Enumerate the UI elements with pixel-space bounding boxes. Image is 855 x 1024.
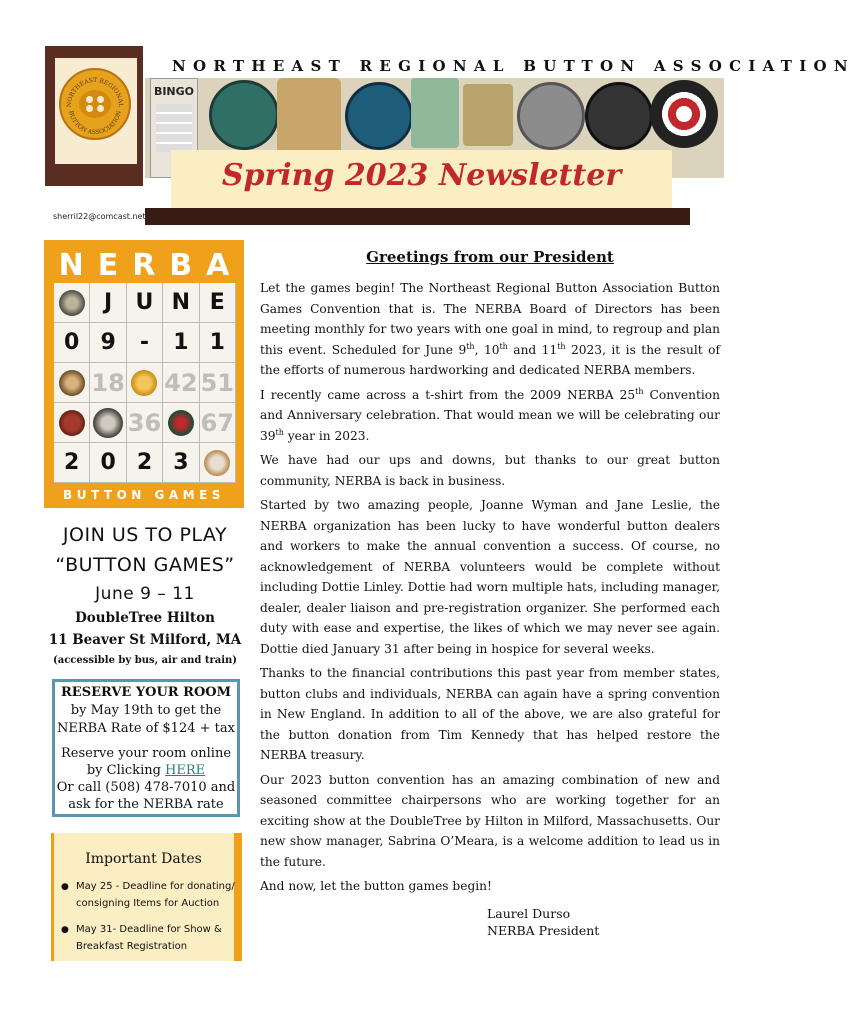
article-body: [260, 278, 720, 901]
bingo-cell: 1: [200, 323, 236, 363]
important-dates-title: Important Dates: [85, 851, 202, 867]
article-title: Greetings from our President: [366, 248, 614, 266]
bingo-cell: 1: [163, 323, 199, 363]
reserve-line: Reserve your room online: [60, 746, 232, 761]
bingo-cell: [90, 403, 126, 443]
bingo-cell: 9: [90, 323, 126, 363]
reserve-rate: NERBA Rate of $124 + tax: [57, 721, 235, 736]
bingo-card-title: NERBA: [58, 248, 244, 283]
organization-name: NORTHEAST REGIONAL BUTTON ASSOCIATION: [172, 57, 855, 75]
hotel-address: 11 Beaver St Milford, MA: [48, 632, 242, 648]
bingo-cell: [127, 363, 163, 403]
bingo-cell: [200, 443, 236, 483]
bingo-cell: -: [127, 323, 163, 363]
reserve-link-prefix: by Clicking: [86, 763, 166, 778]
signature-title: NERBA President: [487, 923, 600, 938]
button-image-grey: [517, 82, 585, 150]
bingo-cell: [54, 363, 90, 403]
date-item-line: May 31- Deadline for Show &: [76, 924, 222, 935]
bingo-cell: U: [127, 283, 163, 323]
bingo-cell: 51: [200, 363, 236, 403]
reserve-line: by May 19th to get the: [70, 703, 222, 718]
button-image-target: [650, 80, 718, 148]
bingo-cell: 2: [54, 443, 90, 483]
access-note: (accessible by bus, air and train): [52, 655, 237, 666]
article-paragraph: And now, let the button games begin!: [260, 879, 492, 893]
bingo-cell: J: [90, 283, 126, 323]
bingo-cell: 3: [163, 443, 199, 483]
bingo-cell: 42: [163, 363, 199, 403]
bingo-grid: [54, 283, 236, 483]
button-image-number-tile: [463, 84, 513, 146]
bullet-icon: ●: [61, 882, 69, 892]
bingo-cell: [163, 403, 199, 443]
join-heading-line2: “BUTTON GAMES”: [55, 554, 235, 576]
logo-text-top: NORTHEAST REGIONAL: [65, 76, 125, 108]
bingo-cell: 67: [200, 403, 236, 443]
reserve-line: ask for the NERBA rate: [68, 797, 224, 812]
article-paragraph: Our 2023 button convention has an amazing combination of new and seasoned committee chairpersons who are working together for an exciting show at the DoubleTree by Hilton in Milford, Massachusetts. Our new show manager, Sabrina O’Meara, is a welcome addition to lead us in the future.: [260, 772, 720, 869]
here-link[interactable]: HERE: [165, 763, 206, 778]
bullet-icon: ●: [61, 925, 69, 935]
button-image-dark: [585, 82, 653, 150]
bingo-cell: 36: [127, 403, 163, 443]
contact-email: sherril22@comcast.net: [53, 212, 146, 221]
bingo-cell: [54, 283, 90, 323]
join-heading-line1: JOIN US TO PLAY: [62, 524, 228, 546]
article-paragraph: We have had our ups and downs, but thanks to our great button community, NERBA is back in business.: [260, 453, 720, 488]
bingo-cell: 0: [54, 323, 90, 363]
article-paragraph: Thanks to the financial contributions this past year from member states, button clubs and individuals, NERBA can again have a spring convention in New England. In addition to all of the above, we are also grateful for the button donation from Tim Kennedy that has helped restore the NERBA treasury.: [260, 666, 720, 762]
newsletter-title: Spring 2023 Newsletter: [221, 158, 622, 193]
article-paragraph: Let the games begin! The Northeast Regional Button Association Button Games Convention that is. The NERBA Board of Directors has been meeting monthly for two years with one goal in mind, to regroup and plan this event. Scheduled for June 9th, 10th and 11th 2023, it is the result of the efforts of numerous hardworking and dedicated NERBA members.: [260, 281, 720, 377]
reserve-phone: Or call (508) 478-7010 and: [56, 780, 236, 795]
button-image-blue: [345, 82, 413, 150]
article-paragraph: Started by two amazing people, Joanne Wyman and Jane Leslie, the NERBA organization has been lucky to have wonderful button dealers and workers to make the annual convention a success. Of course, no acknowledgement of NERBA volunteers would be complete without including Dottie Linley. Dottie had worn multiple hats, including manager, dealer, dealer liaison and pre-registration organizer. She performed each duty with ease and expertise, the likes of which we may never see again. Dottie died January 31 after being in hospice for several weeks.: [260, 498, 720, 656]
date-item-line: Breakfast Registration: [76, 941, 188, 952]
button-image-teal: [209, 80, 279, 150]
date-item-line: May 25 - Deadline for donating/: [76, 881, 235, 892]
reserve-heading: RESERVE YOUR ROOM: [61, 685, 231, 700]
event-dates: June 9 – 11: [95, 584, 195, 604]
bingo-cell: 0: [90, 443, 126, 483]
bingo-tile-label: BINGO: [153, 85, 195, 98]
hotel-name: DoubleTree Hilton: [75, 610, 215, 626]
bingo-cell: [54, 403, 90, 443]
bingo-cell: 18: [90, 363, 126, 403]
bingo-cell: 2: [127, 443, 163, 483]
bingo-cell: N: [163, 283, 199, 323]
logo-text-bottom: BUTTON ASSOCIATION: [67, 110, 123, 137]
logo-button-icon: [79, 90, 111, 118]
bingo-card-footer: BUTTON GAMES: [63, 488, 225, 502]
button-image-green: [411, 78, 459, 148]
bingo-cell: E: [200, 283, 236, 323]
signature-name: Laurel Durso: [487, 906, 571, 921]
reserve-link-line: [52, 763, 240, 778]
article-paragraph: I recently came across a t-shirt from the 2009 NERBA 25th Convention and Anniversary celebration. That would mean we will be celebrating our 39th year in 2023.: [260, 386, 720, 443]
date-item-line: consigning Items for Auction: [76, 898, 220, 909]
